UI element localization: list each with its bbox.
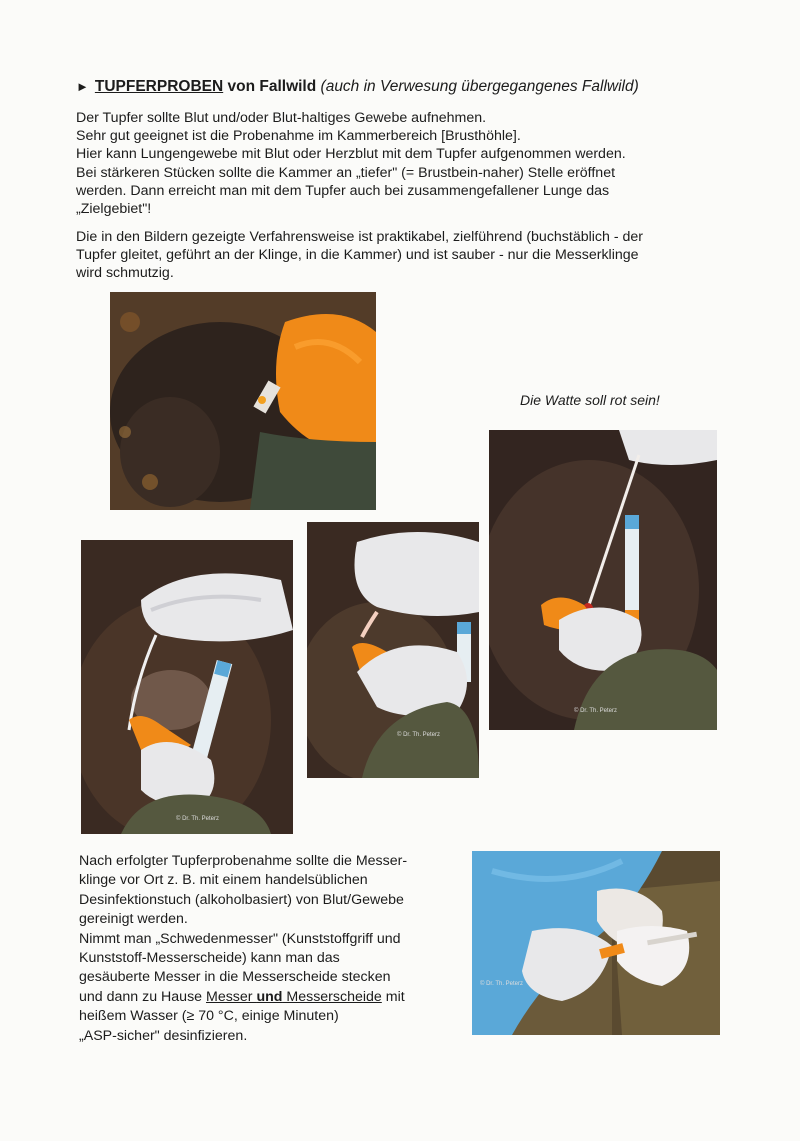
underlined-phrase <box>206 989 382 1005</box>
cleaning-paragraph <box>79 852 459 1046</box>
photo-swab-in-chest <box>307 522 479 778</box>
text-line: Tupfer gleitet, geführt an der Klinge, in die Kammer) und ist sauber - nur die Messerklinge <box>76 247 639 264</box>
text-fragment: Messerscheide <box>282 988 382 1005</box>
text-fragment: mit <box>381 988 405 1005</box>
text-line: Nimmt man „Schwedenmesser" (Kunststoffgriff und <box>79 930 401 947</box>
heading-subtitle: (auch in Verwesung übergegangenes Fallwild) <box>320 78 639 95</box>
intro-paragraph <box>76 109 776 218</box>
text-line: gesäuberte Messer in die Messerscheide stecken <box>79 969 391 986</box>
text-line <box>79 988 459 1007</box>
text-line: Desinfektionstuch (alkoholbasiert) von Blut/Gewebe <box>79 891 404 908</box>
arrow-icon: ► <box>76 79 89 94</box>
text-line: klinge vor Ort z. B. mit einem handelsüblichen <box>79 872 368 889</box>
text-line: Der Tupfer sollte Blut und/oder Blut-haltiges Gewebe aufnehmen. <box>76 110 487 126</box>
text-line: heißem Wasser (≥ 70 °C, einige Minuten) <box>79 1008 339 1025</box>
photo-swab-insertion <box>81 540 293 834</box>
heading-keyword: TUPFERPROBEN <box>94 78 224 95</box>
text-line: Sehr gut geeignet ist die Probenahme im Kammerbereich [Brusthöhle]. <box>76 128 521 145</box>
text-line: „Zielgebiet"! <box>76 201 152 218</box>
photo-credit: © Dr. Th. Peterz <box>397 732 440 738</box>
text-line: wird schmutzig. <box>76 265 174 282</box>
text-fragment: und dann zu Hause <box>79 988 206 1005</box>
text-line: gereinigt werden. <box>79 911 188 928</box>
method-paragraph <box>76 228 776 283</box>
photo-red-swab-tip <box>489 430 717 730</box>
text-line: Kunststoff-Messerscheide) kann man das <box>79 950 340 967</box>
text-line: „ASP-sicher" desinfizieren. <box>79 1027 248 1044</box>
photo-hunter-orange-hat <box>110 292 376 510</box>
photo-credit: © Dr. Th. Peterz <box>176 816 219 822</box>
text-line: Hier kann Lungengewebe mit Blut oder Herzblut mit dem Tupfer aufgenommen werden. <box>76 146 626 163</box>
text-line: Nach erfolgter Tupferprobenahme sollte die Messer- <box>79 853 408 869</box>
photo-caption: Die Watte soll rot sein! <box>520 392 660 408</box>
page-heading <box>76 78 766 96</box>
bold-fragment: und <box>256 988 283 1005</box>
photo-credit: © Dr. Th. Peterz <box>480 981 523 987</box>
text-fragment: Messer <box>206 988 257 1005</box>
text-line: Bei stärkeren Stücken sollte die Kammer an „tiefer" (= Brustbein-naher) Stelle eröffnet <box>76 164 616 181</box>
text-line: werden. Dann erreicht man mit dem Tupfer auch bei zusammengefallener Lunge das <box>76 182 610 199</box>
heading-rest: von Fallwild <box>223 78 321 95</box>
photo-credit: © Dr. Th. Peterz <box>574 708 617 714</box>
photo-knife-cleaning <box>472 851 720 1035</box>
text-line: Die in den Bildern gezeigte Verfahrensweise ist praktikabel, zielführend (buchstäblich - der <box>76 229 644 245</box>
